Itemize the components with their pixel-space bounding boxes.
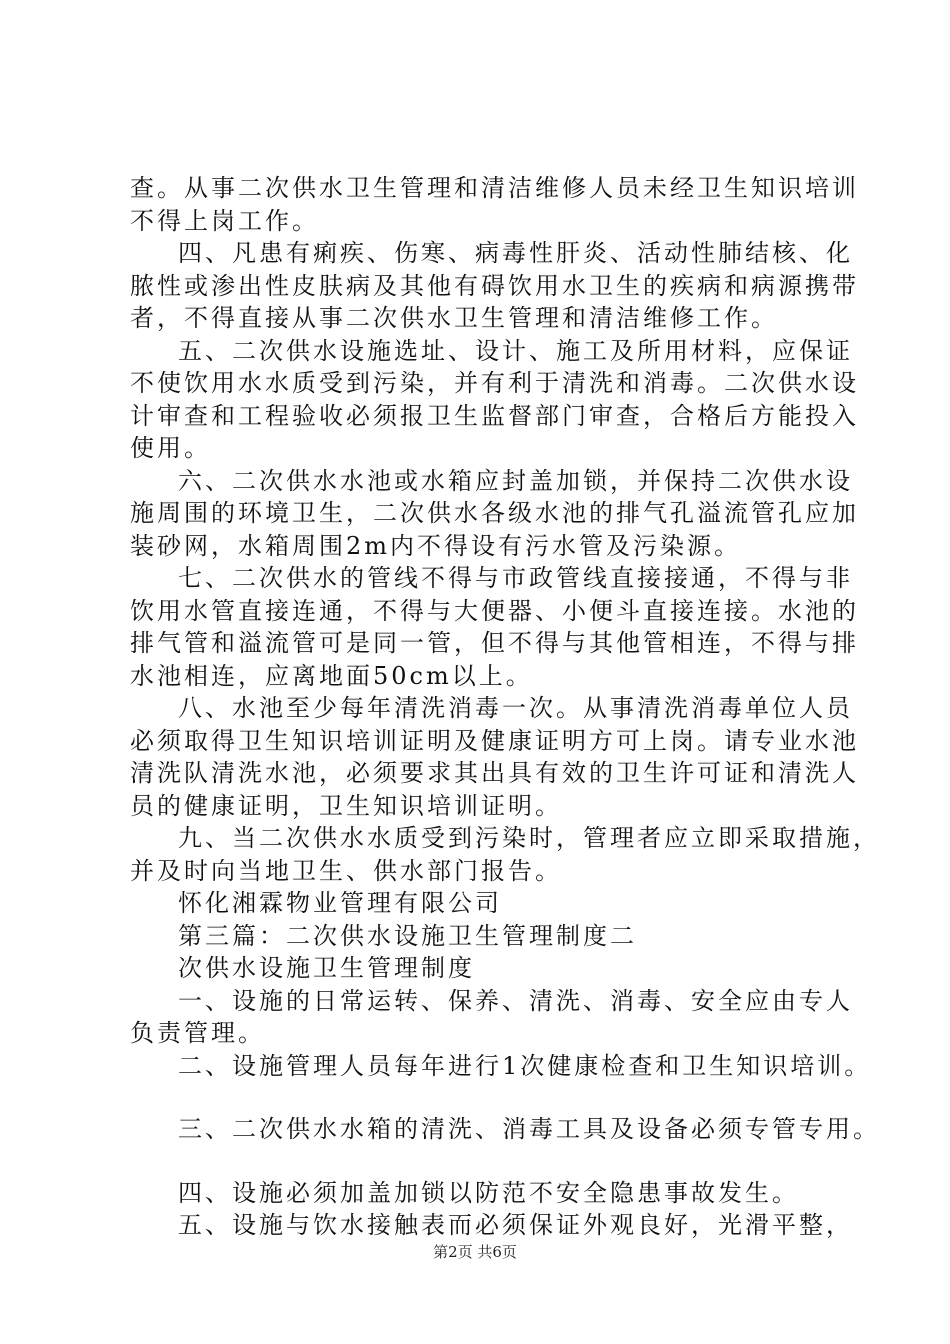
text-line: 员的健康证明，卫生知识培训证明。 [130, 791, 562, 820]
text-line: 水池相连，应离地面50cm以上。 [130, 661, 533, 690]
text-line: 饮用水管直接连通，不得与大便器、小便斗直接连接。水池的 [130, 596, 859, 625]
text-line: 者，不得直接从事二次供水卫生管理和清洁维修工作。 [130, 304, 778, 332]
text-line: 使用。 [130, 434, 211, 462]
text-line: 清洗队清洗水池，必须要求其出具有效的卫生许可证和清洗人 [130, 759, 859, 787]
text-line: 九、当二次供水水质受到污染时，管理者应立即采取措施， [178, 824, 880, 852]
text-line: 四、凡患有痢疾、伤寒、病毒性肝炎、活动性肺结核、化 [178, 239, 853, 267]
text-line: 计审查和工程验收必须报卫生监督部门审查，合格后方能投入 [130, 401, 859, 430]
company-name: 怀化湘霖物业管理有限公司 [178, 889, 502, 917]
text-line: 装砂网，水箱周围2m内不得设有污水管及污染源。 [130, 531, 742, 560]
text-line: 五、设施与饮水接触表而必须保证外观良好，光滑平整， [178, 1211, 853, 1239]
text-line: 不得上岗工作。 [130, 206, 319, 235]
text-line: 八、水池至少每年清洗消毒一次。从事清洗消毒单位人员 [178, 694, 853, 722]
document-body [130, 172, 880, 1242]
text-line: 七、二次供水的管线不得与市政管线直接接通，不得与非 [178, 564, 853, 592]
section-heading: 第三篇：二次供水设施卫生管理制度二 [178, 921, 637, 950]
text-line: 二、设施管理人员每年进行1次健康检查和卫生知识培训。 [178, 1051, 872, 1080]
text-line: 查。从事二次供水卫生管理和清洁维修人员未经卫生知识培训 [130, 174, 859, 202]
page-footer: 第2页 共6页 [433, 1243, 517, 1261]
blank-line [130, 1082, 850, 1113]
text-line: 不使饮用水水质受到污染，并有利于清洗和消毒。二次供水设 [130, 369, 859, 397]
text-line: 脓性或渗出性皮肤病及其他有碍饮用水卫生的疾病和病源携带 [130, 271, 859, 300]
text-line: 并及时向当地卫生、供水部门报告。 [130, 856, 562, 885]
text-line: 施周围的环境卫生，二次供水各级水池的排气孔溢流管孔应加 [130, 499, 859, 527]
text-line: 必须取得卫生知识培训证明及健康证明方可上岗。请专业水池 [130, 726, 859, 755]
text-line: 排气管和溢流管可是同一管，但不得与其他管相连，不得与排 [130, 629, 859, 657]
text-line: 五、二次供水设施选址、设计、施工及所用材料，应保证 [178, 336, 853, 365]
text-line: 四、设施必须加盖加锁以防范不安全隐患事故发生。 [178, 1178, 799, 1207]
blank-line [130, 1146, 850, 1177]
section-subheading: 次供水设施卫生管理制度 [178, 954, 475, 982]
text-line: 一、设施的日常运转、保养、清洗、消毒、安全应由专人 [178, 986, 853, 1015]
text-line: 六、二次供水水池或水箱应封盖加锁，并保持二次供水设 [178, 466, 853, 495]
text-line: 负责管理。 [130, 1019, 265, 1047]
text-line: 三、二次供水水箱的清洗、消毒工具及设备必须专管专用。 [178, 1115, 880, 1143]
